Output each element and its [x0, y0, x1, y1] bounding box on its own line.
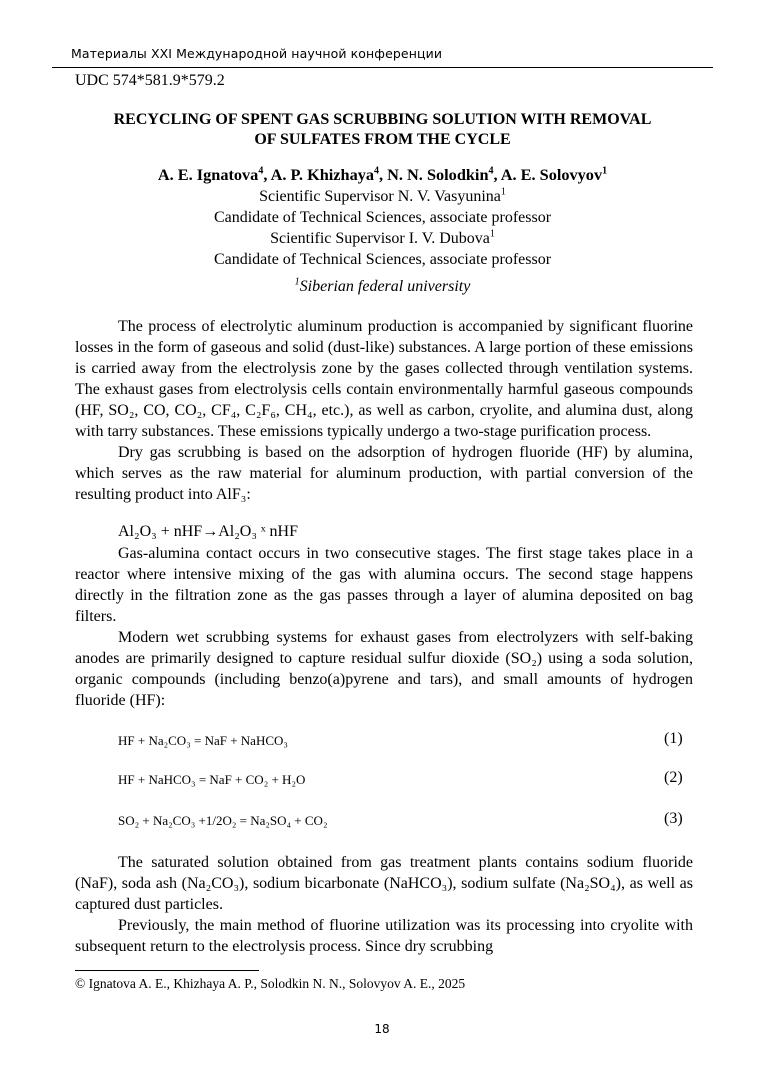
equation-1: HF + Na₂CO₃ = NaF + NaHCO₃ [118, 733, 288, 748]
author-sep: , [379, 165, 388, 184]
supervisor-text: Candidate of Technical Sciences, associate professor [213, 251, 552, 268]
body-block-2 [75, 543, 693, 711]
author-sup: 4 [258, 165, 264, 177]
author-sup: 4 [488, 165, 494, 177]
supervisor-sup: 1 [500, 186, 506, 198]
running-header: Материалы XXI Международной научной конференции [71, 46, 443, 61]
supervisor-title-line [52, 209, 713, 227]
equation-1-number: (1) [664, 730, 683, 747]
title-line-2: OF SULFATES FROM THE CYCLE [254, 131, 511, 148]
page-number: 18 [374, 1022, 390, 1036]
article-title [52, 110, 713, 150]
author-list [52, 165, 713, 185]
affiliation-name: Siberian federal university [299, 278, 471, 295]
paragraph: The saturated solution obtained from gas treatment plants contains sodium fluoride (NaF), soda ash (Na₂CO₃), sodium bicarbonate (NaHCO₃), sodium sulfate (Na₂SO₄), as well as captured dust particles. [75, 854, 693, 913]
equation-2: HF + NaHCO₃ = NaF + CO₂ + H₂O [118, 772, 306, 787]
paragraph: The process of electrolytic aluminum production is accompanied by significant fluorine losses in the form of gaseous and solid (dust-like) substances. A large portion of these emissions is carried away from the electrolysis zone by the gases collected through ventilation systems. The exhaust gases from electrolysis cells contain environmentally harmful gaseous compounds (HF, SO₂, CO, CO₂, CF₄, C₂F₆, CH₄, etc.), as well as carbon, cryolite, and alumina dust, along with tarry substances. These emissions typically undergo a two-stage purification process. [75, 318, 693, 440]
footnote-rule [75, 970, 259, 971]
body-block-1 [75, 316, 693, 505]
paragraph: Dry gas scrubbing is based on the adsorption of hydrogen fluoride (HF) by alumina, which serves as the raw material for aluminum production, with partial conversion of the resulting product into AlF₃: [75, 444, 693, 503]
supervisor-line [52, 188, 713, 206]
supervisor-sup: 1 [489, 228, 495, 240]
inline-formula: Al₂O₃ + nHF→Al₂O₃ ˣ nHF [118, 523, 298, 540]
supervisor-text: Scientific Supervisor N. V. Vasyunina [259, 188, 501, 205]
author-sup: 4 [374, 165, 380, 177]
copyright-footnote: © Ignatova A. E., Khizhaya A. P., Solodkin N. N., Solovyov A. E., 2025 [75, 976, 466, 991]
author-sep: , [493, 165, 501, 184]
author-name: N. N. Solodkin [387, 165, 489, 184]
author-sep: , [263, 165, 271, 184]
supervisor-title-line [52, 251, 713, 269]
supervisor-line [52, 230, 713, 248]
supervisor-text: Candidate of Technical Sciences, associate professor [213, 209, 552, 226]
equation-3: SO₂ + Na₂CO₃ +1/2O₂ = Na₂SO₄ + CO₂ [118, 813, 328, 828]
author-name: A. E. Ignatova [157, 165, 259, 184]
title-line-1: RECYCLING OF SPENT GAS SCRUBBING SOLUTION WITH REMOVAL [113, 111, 652, 128]
affiliation [52, 278, 713, 296]
udc-code: UDC 574*581.9*579.2 [75, 72, 225, 89]
affiliation-sup: 1 [294, 276, 300, 288]
author-name: A. E. Solovyov [500, 165, 603, 184]
equation-2-number: (2) [664, 769, 683, 786]
body-block-3 [75, 852, 693, 957]
paragraph: Gas-alumina contact occurs in two consecutive stages. The first stage takes place in a reactor where intensive mixing of the gas with alumina occurs. The second stage happens directly in the filtration zone as the gas passes through a layer of alumina deposited on bag filters. [75, 545, 693, 625]
supervisor-text: Scientific Supervisor I. V. Dubova [270, 230, 490, 247]
author-sup: 1 [602, 165, 608, 177]
author-name: A. P. Khizhaya [270, 165, 375, 184]
header-rule [52, 67, 713, 68]
paragraph: Modern wet scrubbing systems for exhaust gases from electrolyzers with self-baking anodes are primarily designed to capture residual sulfur dioxide (SO₂) using a soda solution, organic compounds (including benzo(a)pyrene and tars), and small amounts of hydrogen fluoride (HF): [75, 629, 693, 709]
equation-3-number: (3) [664, 810, 683, 827]
paragraph: Previously, the main method of fluorine utilization was its processing into cryolite with subsequent return to the electrolysis process. Since dry scrubbing [75, 917, 693, 955]
